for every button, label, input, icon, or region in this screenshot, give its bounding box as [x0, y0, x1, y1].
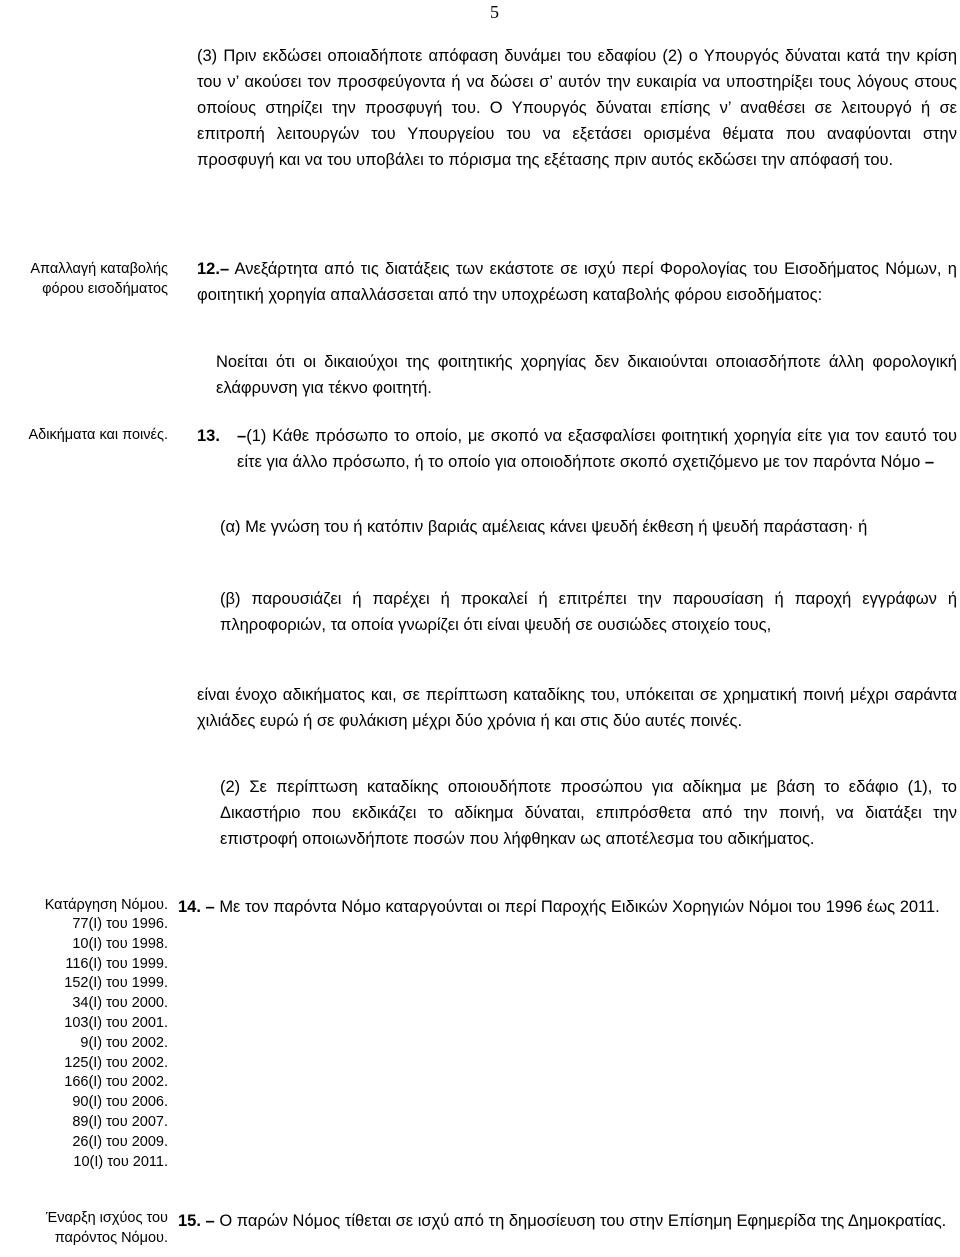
section-13-item-a: (α) Με γνώση του ή κατόπιν βαριάς αμέλειας κάνει ψευδή έκθεση ή ψευδή παράσταση· ή	[220, 518, 868, 536]
law-citation: 10(Ι) του 1998.	[72, 935, 168, 952]
section-12-proviso: Νοείται ότι οι δικαιούχοι της φοιτητικής χορηγίας δεν δικαιούνται οποιασδήποτε άλλη φορολογική ελάφρυνση για τέκνο φοιτητή.	[216, 353, 957, 397]
section-dash: –	[237, 427, 247, 445]
section-text: (1) Κάθε πρόσωπο το οποίο, με σκοπό να εξασφαλίσει φοιτητική χορηγία είτε για τον εαυτό του είτε για άλλο πρόσωπο, ή το οποίο για οποιοδήποτε σκοπό σχετιζόμενο με τον παρόντα Νόμο	[237, 427, 957, 471]
law-citation: 103(Ι) του 2001.	[64, 1014, 168, 1031]
section-15	[178, 1208, 957, 1234]
section-13-intro	[237, 423, 957, 475]
section-13-subsection-2: (2) Σε περίπτωση καταδίκης οποιουδήποτε προσώπου για αδίκημα με βάση το εδάφιο (1), το Δικαστήριο που εκδικάζει το αδίκημα δύναται, επιπρόσθετα από την ποινή, να διατάξει την επιστροφή οποιωνδήποτε ποσών που λήφθηκαν ως αποτέλεσμα του αδικήματος.	[220, 778, 957, 848]
law-citation: 90(Ι) του 2006.	[72, 1094, 168, 1111]
section-13-item-b: (β) παρουσιάζει ή παρέχει ή προκαλεί ή επιτρέπει την παρουσίαση ή παροχή εγγράφων ή πληροφοριών, τα οποία γνωρίζει ότι είναι ψευδή σε ουσιώδες στοιχείο τους,	[220, 590, 957, 634]
section-text: Με τον παρόντα Νόμο καταργούνται οι περί Παροχής Ειδικών Χορηγιών Νόμοι του 1996 έως 2011.	[219, 898, 940, 916]
law-citation: 152(Ι) του 1999.	[64, 975, 168, 992]
intro-dash: –	[924, 453, 935, 471]
law-citation: 26(Ι) του 2009.	[72, 1133, 168, 1150]
margin-note-13: Αδικήματα και ποινές.	[28, 427, 168, 443]
law-citation: 9(Ι) του 2002.	[80, 1034, 168, 1051]
section-14	[178, 894, 957, 920]
margin-title: Κατάργηση Νόμου.	[44, 897, 168, 913]
page-number: 5	[490, 2, 499, 22]
law-citation: 10(Ι) του 2011.	[73, 1153, 168, 1170]
law-citation: 77(Ι) του 1996.	[72, 916, 168, 932]
paragraph-3: (3) Πριν εκδώσει οποιαδήποτε απόφαση δυνάμει του εδαφίου (2) ο Υπουργός δύναται κατά την κρίση του ν’ ακούσει τον προσφεύγοντα ή να δώσει σ’ αυτόν την ευκαιρία να υποστηρίξει τους λόγους στους οποίους στηρίζει την προσφυγή του. Ο Υπουργός δύναται επίσης ν’ αναθέσει σε λειτουργό ή σε επιτροπή λειτουργών του Υπουργείου του να εξετάσει ορισμένα θέματα που αναφύονται στην προσφυγή και να του υποβάλει το πόρισμα της εξέτασης πριν αυτός εκδώσει την απόφασή του.	[197, 47, 957, 169]
repealed-laws-list	[2, 915, 168, 1172]
section-13-penalty: είναι ένοχο αδικήματος και, σε περίπτωση καταδίκης του, υπόκειται σε χρηματική ποινή μέχρι σαράντα χιλιάδες ευρώ ή σε φυλάκιση μέχρι δύο χρόνια ή και στις δύο αυτές ποινές.	[197, 686, 957, 730]
section-number: 12.	[197, 260, 220, 278]
law-citation: 89(Ι) του 2007.	[72, 1113, 168, 1130]
section-12	[197, 256, 957, 308]
law-citation: 116(Ι) του 1999.	[65, 955, 168, 972]
section-dash: –	[205, 898, 215, 916]
law-citation: 125(Ι) του 2002.	[64, 1054, 168, 1071]
margin-note-12: Απαλλαγή καταβολής φόρου εισοδήματος	[30, 261, 168, 297]
section-number: 15.	[178, 1212, 201, 1230]
section-number: 13.	[197, 427, 220, 445]
law-citation: 34(Ι) του 2000.	[72, 995, 168, 1012]
section-number: 14.	[178, 898, 201, 916]
section-dash: –	[219, 260, 230, 278]
section-dash: –	[205, 1212, 215, 1230]
section-text: Ο παρών Νόμος τίθεται σε ισχύ από τη δημοσίευση του στην Επίσημη Εφημερίδα της Δημοκρατίας.	[219, 1212, 947, 1230]
law-citation: 166(Ι) του 2002.	[64, 1074, 168, 1091]
margin-note-14	[2, 895, 168, 915]
margin-note-15: Έναρξη ισχύος του παρόντος Νόμου.	[45, 1210, 168, 1246]
section-text: Ανεξάρτητα από τις διατάξεις των εκάστοτε σε ισχύ περί Φορολογίας του Εισοδήματος Νόμων, η φοιτητική χορηγία απαλλάσσεται από την υποχρέωση καταβολής φόρου εισοδήματος:	[197, 260, 957, 304]
